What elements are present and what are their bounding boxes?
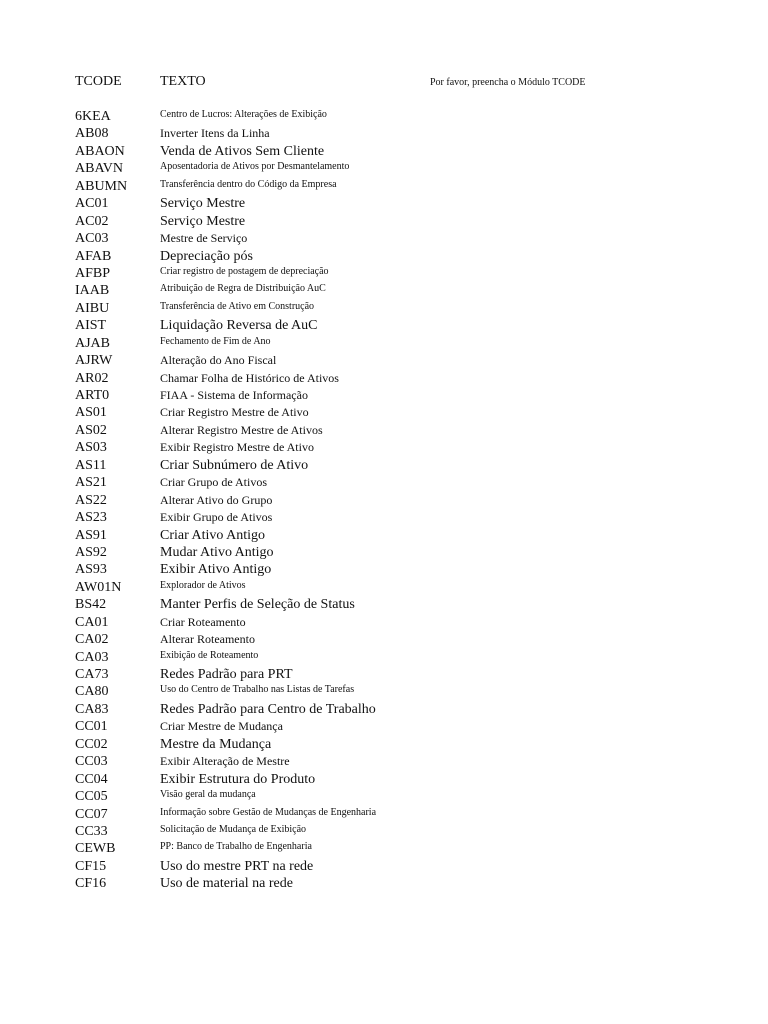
description-cell: Alteração do Ano Fiscal — [160, 353, 277, 368]
tcode-cell: CC07 — [75, 806, 108, 822]
tcode-cell: CC02 — [75, 736, 108, 752]
tcode-cell: AS91 — [75, 527, 107, 543]
description-cell: Criar Roteamento — [160, 614, 246, 629]
table-row — [0, 527, 768, 544]
description-cell: Manter Perfis de Seleção de Status — [160, 597, 355, 613]
tcode-cell: CA80 — [75, 684, 109, 700]
table-row — [0, 579, 768, 596]
column-header-tcode: TCODE — [75, 74, 122, 89]
description-cell: Exibir Estrutura do Produto — [160, 771, 316, 787]
description-cell: Exibição de Roteamento — [160, 649, 259, 661]
description-cell: Serviço Mestre — [160, 196, 246, 212]
table-row — [0, 788, 768, 805]
tcode-cell: AS22 — [75, 492, 107, 508]
description-cell: Redes Padrão para PRT — [160, 667, 293, 682]
description-cell: Fechamento de Fim de Ano — [160, 335, 271, 347]
tcode-cell: AS02 — [75, 422, 107, 438]
tcode-cell: AC02 — [75, 213, 109, 229]
description-cell: Mestre da Mudança — [160, 736, 272, 752]
description-cell: Criar registro de postagem de depreciação — [160, 265, 329, 277]
tcode-cell: CA83 — [75, 701, 109, 717]
description-cell: Uso do mestre PRT na rede — [160, 858, 314, 874]
description-cell: Visão geral da mudança — [160, 789, 256, 801]
tcode-cell: ABAVN — [75, 161, 123, 177]
tcode-cell: CA02 — [75, 632, 109, 648]
tcode-cell: AS92 — [75, 544, 107, 560]
table-row — [0, 561, 768, 578]
description-cell: Inverter Itens da Linha — [160, 126, 270, 141]
tcode-cell: CC33 — [75, 823, 108, 839]
description-cell: Uso do Centro de Trabalho nas Listas de Tarefas — [160, 684, 355, 696]
description-cell: Venda de Ativos Sem Cliente — [160, 143, 325, 159]
table-row — [0, 875, 768, 892]
description-cell: Informação sobre Gestão de Mudanças de Engenharia — [160, 806, 377, 818]
description-cell: Alterar Registro Mestre de Ativos — [160, 422, 323, 437]
description-cell: Alterar Ativo do Grupo — [160, 492, 273, 507]
table-row — [0, 631, 768, 648]
table-row — [0, 771, 768, 788]
table-row — [0, 335, 768, 352]
table-row — [0, 282, 768, 299]
description-cell: Explorador de Ativos — [160, 579, 246, 591]
description-cell: Alterar Roteamento — [160, 632, 255, 647]
tcode-cell: AIBU — [75, 300, 110, 316]
tcode-cell: AC03 — [75, 231, 109, 247]
table-row — [0, 753, 768, 770]
table-row — [0, 509, 768, 526]
instruction-note: Por favor, preencha o Módulo TCODE — [430, 77, 586, 88]
table-row — [0, 108, 768, 125]
tcode-cell: AS01 — [75, 405, 107, 421]
description-cell: Centro de Lucros: Alterações de Exibição — [160, 109, 327, 120]
table-row — [0, 474, 768, 491]
table-row — [0, 649, 768, 666]
description-cell: Criar Ativo Antigo — [160, 527, 265, 543]
tcode-cell: CC03 — [75, 754, 108, 770]
table-row — [0, 248, 768, 265]
table-row — [0, 387, 768, 404]
description-cell: Criar Registro Mestre de Ativo — [160, 405, 309, 420]
table-row — [0, 300, 768, 317]
table-row — [0, 143, 768, 160]
tcode-cell: IAAB — [75, 283, 110, 299]
description-cell: Exibir Alteração de Mestre — [160, 754, 290, 769]
tcode-cell: CF16 — [75, 876, 107, 892]
description-cell: Mestre de Serviço — [160, 231, 248, 246]
description-cell: Redes Padrão para Centro de Trabalho — [160, 701, 376, 717]
table-row — [0, 439, 768, 456]
table-row — [0, 265, 768, 282]
tcode-cell: CA03 — [75, 649, 109, 665]
table-row — [0, 317, 768, 334]
description-cell: Criar Subnúmero de Ativo — [160, 457, 309, 473]
tcode-cell: CEWB — [75, 841, 116, 857]
table-row — [0, 683, 768, 700]
table-row — [0, 858, 768, 875]
description-cell: Uso de material na rede — [160, 876, 293, 892]
description-cell: Exibir Registro Mestre de Ativo — [160, 440, 314, 455]
description-cell: Criar Mestre de Mudança — [160, 719, 283, 734]
tcode-cell: AS93 — [75, 562, 107, 578]
tcode-cell: CC01 — [75, 719, 108, 735]
description-cell: Depreciação pós — [160, 248, 253, 264]
column-header-texto: TEXTO — [160, 74, 206, 89]
tcode-cell: AS21 — [75, 475, 107, 491]
tcode-cell: CC05 — [75, 789, 108, 805]
tcode-cell: AJRW — [75, 353, 113, 369]
description-cell: Serviço Mestre — [160, 213, 246, 229]
tcode-cell: 6KEA — [75, 109, 111, 124]
tcode-cell: BS42 — [75, 597, 107, 613]
table-row — [0, 125, 768, 142]
table-row — [0, 701, 768, 718]
description-cell: Criar Grupo de Ativos — [160, 475, 267, 490]
description-cell: Transferência de Ativo em Construção — [160, 300, 315, 312]
table-row — [0, 544, 768, 561]
tcode-cell: AS23 — [75, 510, 107, 526]
description-cell: Exibir Grupo de Ativos — [160, 510, 273, 525]
table-row — [0, 370, 768, 387]
description-cell: Transferência dentro do Código da Empresa — [160, 178, 337, 190]
tcode-cell: AR02 — [75, 370, 109, 386]
table-row — [0, 160, 768, 177]
table-row — [0, 614, 768, 631]
table-row — [0, 806, 768, 823]
table-row — [0, 422, 768, 439]
table-row — [0, 178, 768, 195]
description-cell: Aposentadoria de Ativos por Desmantelamento — [160, 161, 350, 173]
table-row — [0, 492, 768, 509]
table-row — [0, 718, 768, 735]
table-row — [0, 457, 768, 474]
table-row — [0, 823, 768, 840]
table-row — [0, 404, 768, 421]
tcode-cell: AIST — [75, 318, 107, 334]
table-row — [0, 736, 768, 753]
description-cell: PP: Banco de Trabalho de Engenharia — [160, 841, 312, 853]
tcode-cell: ABAON — [75, 143, 125, 159]
tcode-cell: AW01N — [75, 579, 122, 595]
table-row — [0, 596, 768, 613]
table-row — [0, 213, 768, 230]
tcode-cell: CF15 — [75, 858, 107, 874]
table-row — [0, 230, 768, 247]
table-row — [0, 352, 768, 369]
description-cell: FIAA - Sistema de Informação — [160, 388, 308, 402]
tcode-cell: ABUMN — [75, 178, 128, 194]
description-cell: Atribuição de Regra de Distribuição AuC — [160, 283, 326, 295]
description-cell: Mudar Ativo Antigo — [160, 544, 274, 560]
description-cell: Exibir Ativo Antigo — [160, 562, 272, 578]
tcode-cell: CA73 — [75, 667, 109, 682]
table-row — [0, 840, 768, 857]
tcode-cell: ART0 — [75, 388, 110, 403]
description-cell: Chamar Folha de Histórico de Ativos — [160, 370, 339, 385]
tcode-cell: AFAB — [75, 248, 112, 264]
tcode-cell: CC04 — [75, 771, 108, 787]
tcode-cell: AC01 — [75, 196, 109, 212]
tcode-cell: AJAB — [75, 335, 111, 351]
tcode-cell: AB08 — [75, 126, 109, 142]
table-row — [0, 666, 768, 683]
tcode-cell: AS11 — [75, 457, 107, 473]
tcode-cell: AFBP — [75, 265, 111, 281]
description-cell: Solicitação de Mudança de Exibição — [160, 823, 307, 835]
table-row — [0, 195, 768, 212]
description-cell: Liquidação Reversa de AuC — [160, 318, 318, 334]
tcode-list — [0, 108, 768, 893]
tcode-cell: AS03 — [75, 440, 107, 456]
tcode-cell: CA01 — [75, 614, 109, 630]
